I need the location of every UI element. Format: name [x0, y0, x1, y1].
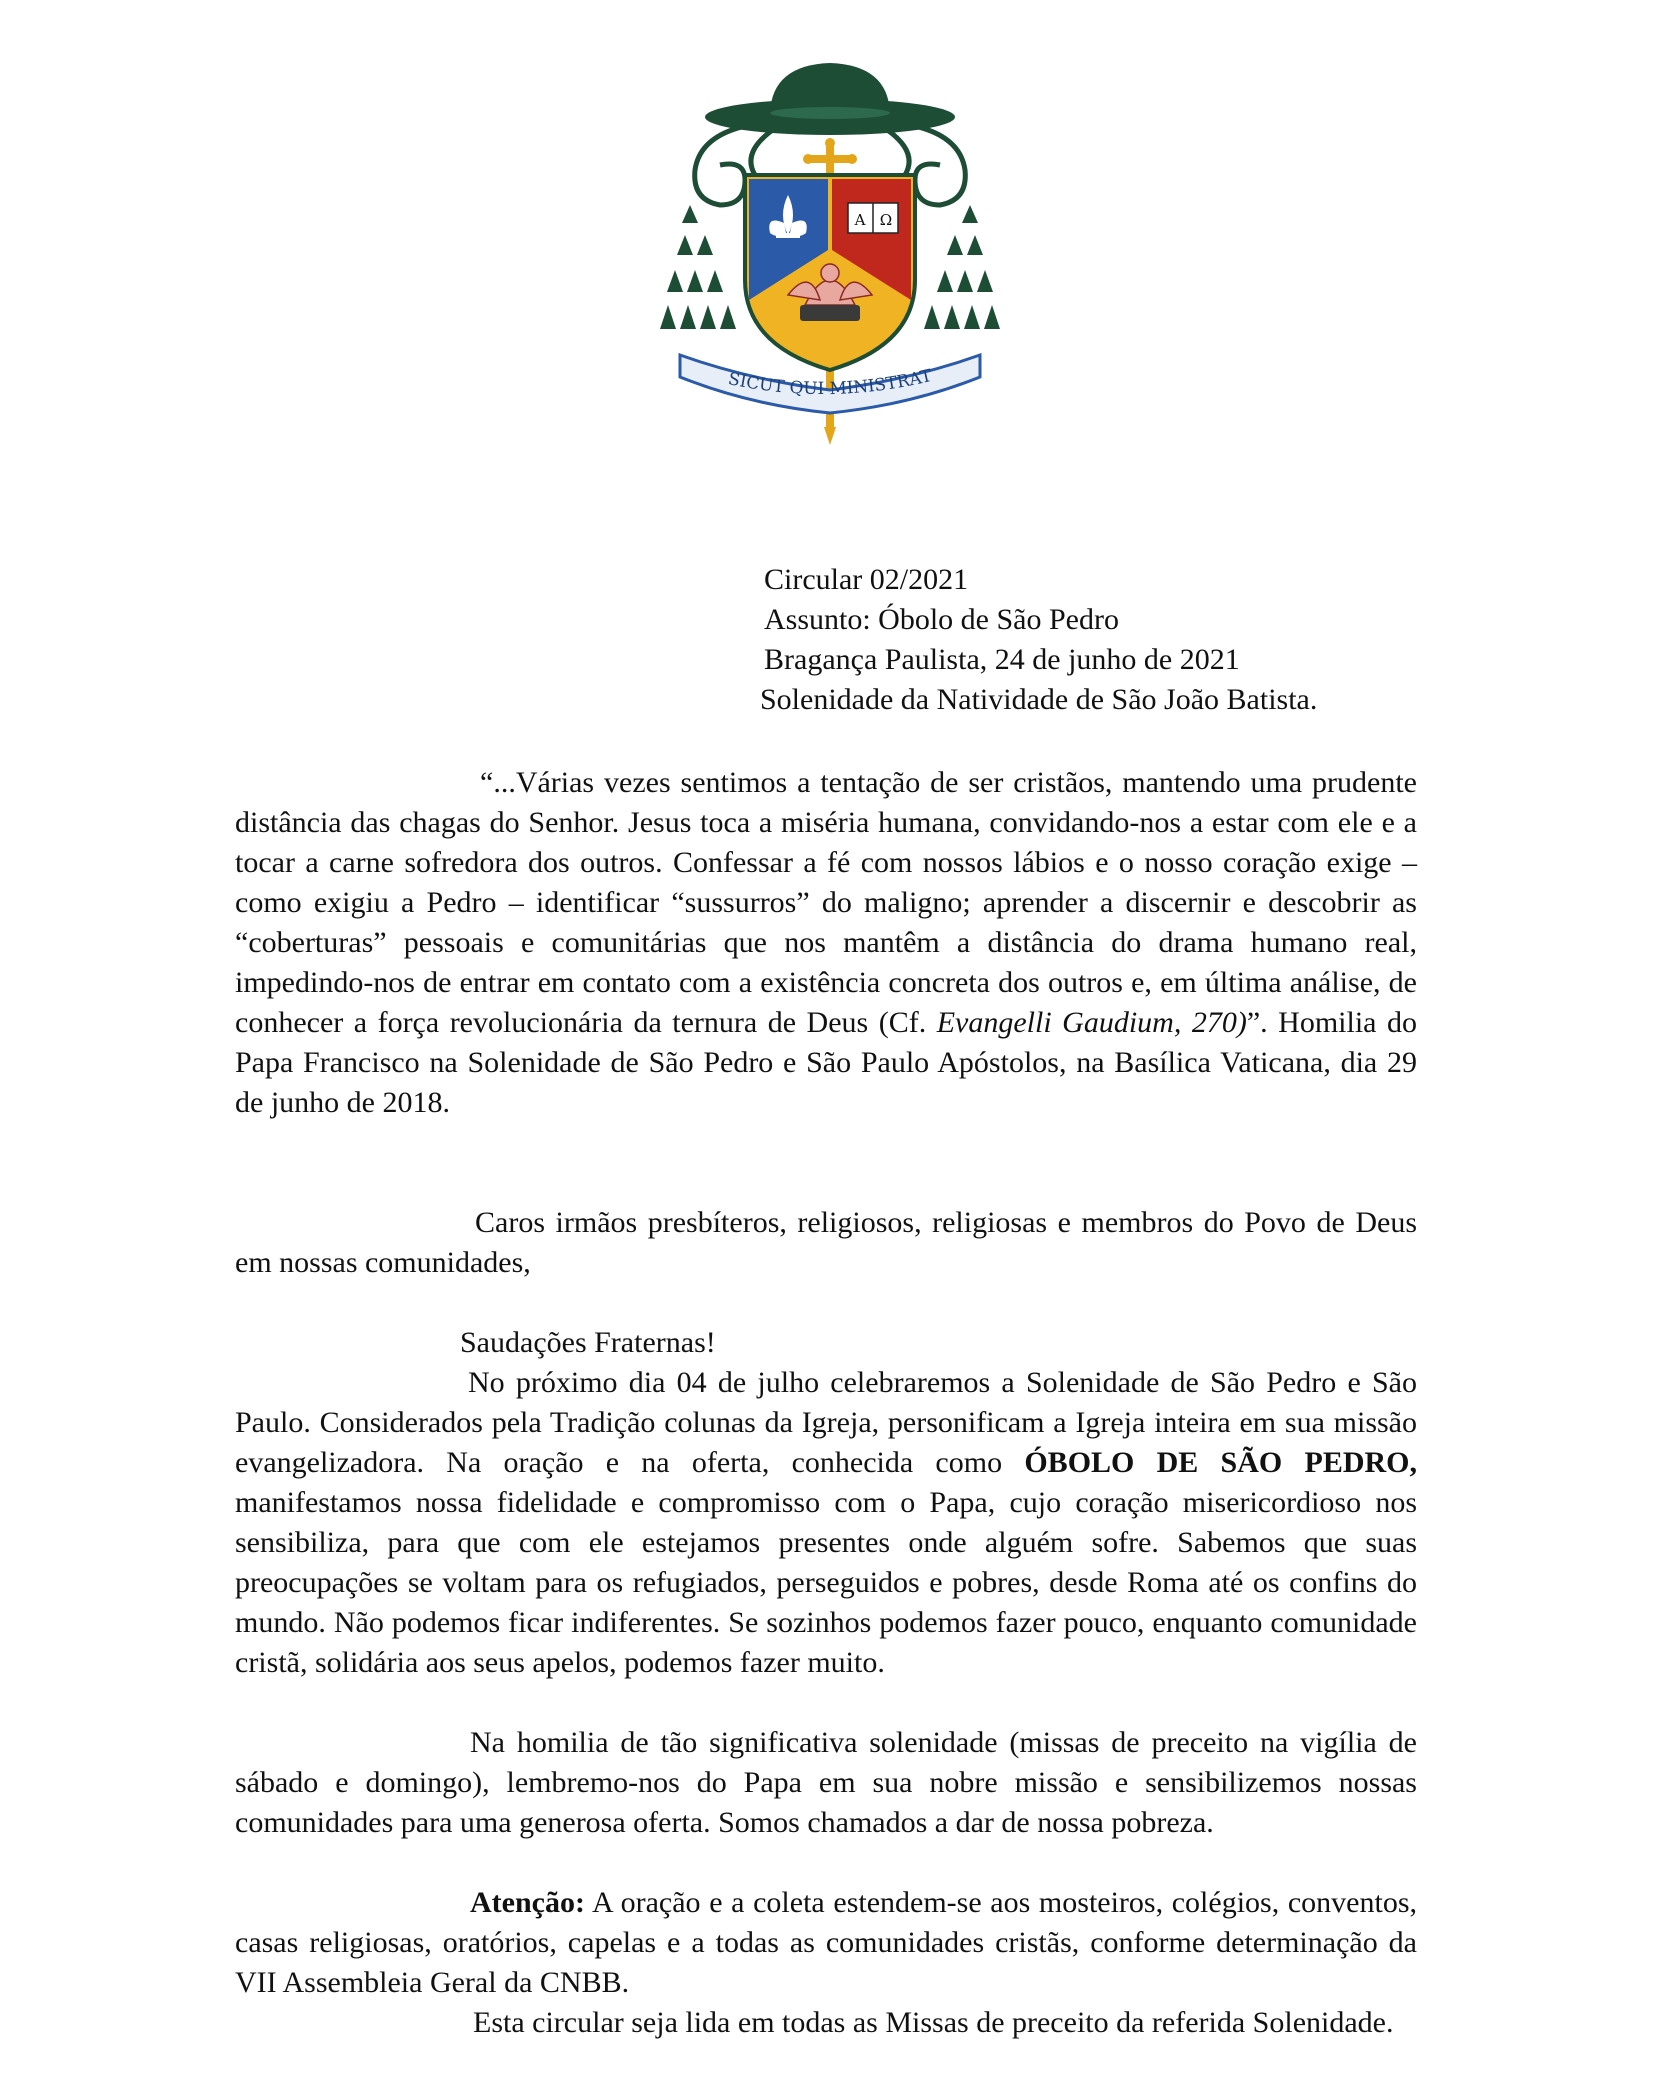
closing-block — [235, 2003, 1417, 2043]
attention-block — [235, 1883, 1417, 2003]
circular-feast: Solenidade da Natividade de São João Batista. — [760, 683, 1318, 716]
paragraph-homily — [235, 1723, 1417, 1843]
circular-number: Circular 02/2021 — [764, 563, 969, 596]
circular-subject: Assunto: Óbolo de São Pedro — [764, 603, 1119, 636]
quote-text-part2: ”. Homilia do Papa Francisco na Solenidade de São Pedro e São Paulo Apóstolos, na Basílica Vaticana, dia 29 de junho de 2018. — [235, 1006, 1417, 1119]
quote-text-part1: “...Várias vezes sentimos a tentação de ser cristãos, mantendo uma prudente distância das chagas do Senhor. Jesus toca a miséria humana, convidando-nos a estar com ele e a tocar a carne sofredora dos outros. Confessar a fé com nossos lábios e o nosso coração exige – como exigiu a Pedro – identificar “sussurros” do maligno; aprender a discernir e descobrir as “coberturas” pessoais e comunitárias que nos mantêm a distância do drama humano real, impedindo-nos de entrar em contato com a existência concreta dos outros e, em última análise, de conhecer a força revolucionária da ternura de Deus (Cf. — [235, 766, 1417, 1039]
salutation-block — [235, 1323, 1417, 1363]
circular-header — [760, 560, 1318, 720]
circular-place-date: Bragança Paulista, 24 de junho de 2021 — [764, 643, 1240, 676]
closing-text: Esta circular seja lida em todas as Missas de preceito da referida Solenidade. — [473, 2006, 1394, 2039]
greeting-block — [235, 1203, 1417, 1283]
episcopal-coat-of-arms — [660, 55, 1000, 450]
svg-text:Ω: Ω — [879, 211, 893, 229]
paragraph1-part2: manifestamos nossa fidelidade e compromisso com o Papa, cujo coração misericordioso nos sensibiliza, para que com ele estejamos presentes onde alguém sofre. Sabemos que suas preocupações se voltam para os refugiados, perseguidos e pobres, desde Roma até os confins do mundo. Não podemos ficar indiferentes. Se sozinhos podemos fazer pouco, enquanto comunidade cristã, solidária aos seus apelos, podemos fazer muito. — [235, 1486, 1417, 1679]
salutation-text: Saudações Fraternas! — [460, 1326, 716, 1359]
crest-motto: SICUT QUI MINISTRAT — [726, 365, 934, 400]
attention-label: Atenção: — [470, 1886, 585, 1919]
greeting-text: Caros irmãos presbíteros, religiosos, religiosas e membros do Povo de Deus em nossas comunidades, — [235, 1206, 1417, 1279]
paragraph-obolo — [235, 1363, 1417, 1683]
coat-of-arms-icon — [660, 55, 1000, 450]
paragraph2-text: Na homilia de tão significativa solenidade (missas de preceito na vigília de sábado e domingo), lembremo-nos do Papa em sua nobre missão e sensibilizemos nossas comunidades para uma generosa oferta. Somos chamados a dar de nossa pobreza. — [235, 1726, 1417, 1839]
papal-quote — [235, 763, 1417, 1123]
alpha-omega-label: A — [854, 211, 866, 229]
paragraph1-part1: No próximo dia 04 de julho celebraremos a Solenidade de São Pedro e São Paulo. Considerados pela Tradição colunas da Igreja, personificam a Igreja inteira em sua missão evangelizadora. Na oração e na oferta, conhecida como — [235, 1366, 1417, 1479]
attention-text: A oração e a coleta estendem-se aos mosteiros, colégios, conventos, casas religiosas, oratórios, capelas e a todas as comunidades cristãs, conforme determinação da VII Assembleia Geral da CNBB. — [235, 1886, 1417, 1999]
obolo-highlight: ÓBOLO DE SÃO PEDRO, — [1024, 1446, 1417, 1479]
quote-citation: Evangelli Gaudium, 270) — [936, 1006, 1247, 1039]
